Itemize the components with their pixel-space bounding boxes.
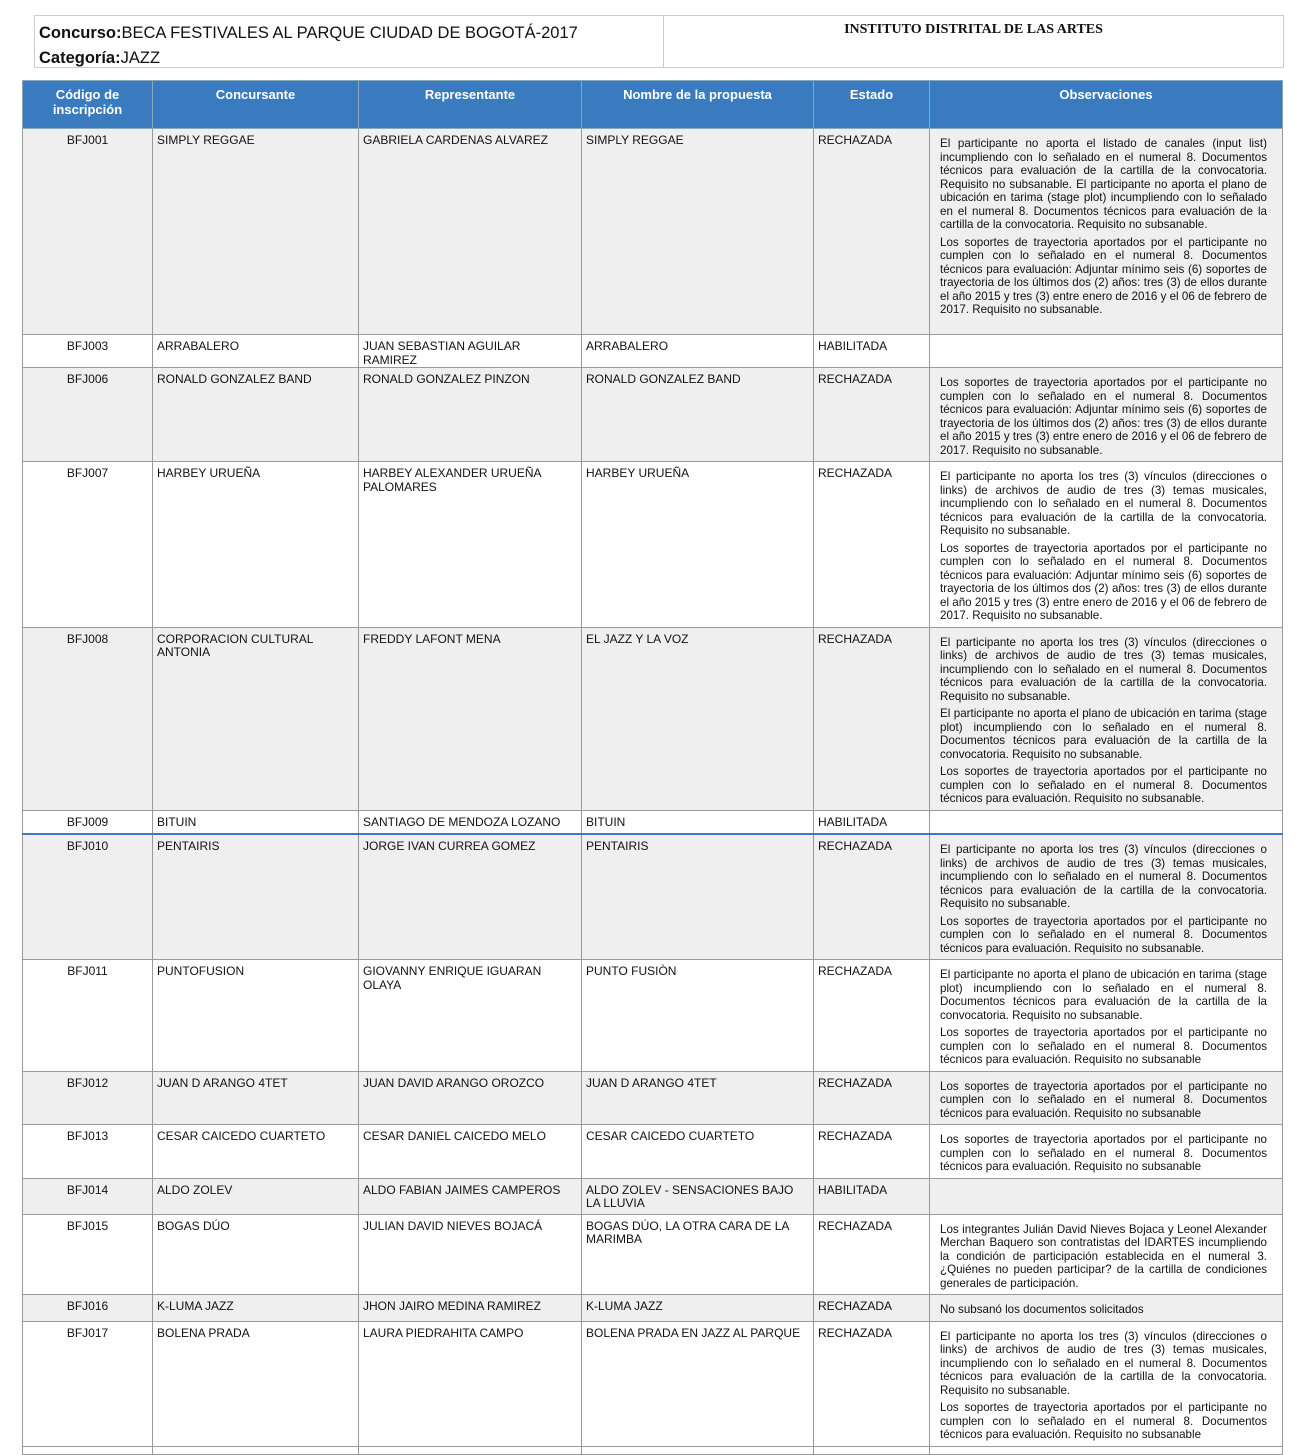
cell-representante: JUAN DAVID ARANGO OROZCO [359,1071,582,1125]
table-row [23,960,1283,1072]
table-row [23,810,1283,834]
cell-representante: JHON JAIRO MEDINA RAMIREZ [359,1295,582,1322]
observation-paragraph: Los soportes de trayectoria aportados por el participante no cumplen con lo señalado en el numeral 8. Documentos técnicos para evaluación. Requisito no subsanable [940,1133,1267,1173]
cell-codigo: BFJ013 [23,1125,153,1179]
table-row [23,834,1283,960]
cell-codigo: BFJ008 [23,627,153,810]
cell-propuesta: SIMPLY REGGAE [582,129,814,335]
concurso-label: Concurso: [39,24,122,42]
cell-concursante: ALDO ZOLEV [153,1178,359,1214]
observation-paragraph: El participante no aporta el plano de ubicación en tarima (stage plot) incumpliendo con lo señalado en el numeral 8. Documentos técnicos para evaluación de la cartilla de la convocatoria. Requisito no subsanable. [940,968,1267,1022]
cell-representante: SANTIAGO DE MENDOZA LOZANO [359,810,582,834]
cell-propuesta: ALDO ZOLEV - SENSACIONES BAJO LA LLUVIA [582,1178,814,1214]
cell-propuesta: RONALD GONZALEZ BAND [582,368,814,462]
cell-propuesta: BITUIN [582,810,814,834]
observation-paragraph: El participante no aporta el listado de canales (input list) incumpliendo con lo señalado en el numeral 8. Documentos técnicos para evaluación de la cartilla de la convocatoria. Requisito no subsanable. El participante no aporta el plano de ubicación en tarima (stage plot) incumpliendo con lo señalado en el numeral 8. Documentos técnicos para evaluación de la cartilla de la convocatoria. Requisito no subsanable. [940,137,1267,231]
cell-concursante: RONALD GONZALEZ BAND [153,368,359,462]
cell-estado: RECHAZADA [814,462,930,628]
cell-estado: HABILITADA [814,1178,930,1214]
table-row [23,129,1283,335]
cell-representante: JORGE IVAN CURREA GOMEZ [359,834,582,960]
cell-codigo: BFJ016 [23,1295,153,1322]
cell-concursante: JUAN D ARANGO 4TET [153,1071,359,1125]
cell-codigo: BFJ003 [23,335,153,368]
cell-observaciones [930,462,1283,628]
cell-propuesta: PENTAIRIS [582,834,814,960]
cell-concursante: HARBEY URUEÑA [153,462,359,628]
cell-concursante: BOGAS DÚO [153,1214,359,1295]
observation-paragraph: Los soportes de trayectoria aportados por el participante no cumplen con lo señalado en el numeral 8. Documentos técnicos para evaluación. Requisito no subsanable [940,1079,1267,1120]
cell-propuesta: CESAR CAICEDO CUARTETO [582,1125,814,1179]
cell-estado: RECHAZADA [814,834,930,960]
observation-paragraph: Los soportes de trayectoria aportados por el participante no cumplen con lo señalado en el numeral 8. Documentos técnicos para evaluación. Requisito no subsanable [940,1401,1267,1441]
cell-codigo: BFJ010 [23,834,153,960]
cell-estado: HABILITADA [814,810,930,834]
table-row [23,627,1283,810]
cell-representante: FREDDY LAFONT MENA [359,627,582,810]
cell-estado: RECHAZADA [814,1125,930,1179]
observation-paragraph: El participante no aporta los tres (3) vínculos (direcciones o links) de archivos de audio de tres (3) temas musicales, incumpliendo con lo señalado en el numeral 8. Documentos técnicos para evaluación de la cartilla de la convocatoria. Requisito no subsanable. [940,1329,1267,1397]
categoria-label: Categoría: [39,49,121,67]
table-row [23,1071,1283,1125]
observation-paragraph: No subsanó los documentos solicitados [940,1303,1144,1316]
cell-codigo: BFJ009 [23,810,153,834]
empty-cell [359,1446,582,1454]
cell-propuesta: BOLENA PRADA EN JAZZ AL PARQUE [582,1321,814,1446]
institution-name: INSTITUTO DISTRITAL DE LAS ARTES [844,22,1103,37]
cell-observaciones [930,1178,1283,1214]
cell-concursante: BOLENA PRADA [153,1321,359,1446]
cell-representante: HARBEY ALEXANDER URUEÑA PALOMARES [359,462,582,628]
cell-estado: RECHAZADA [814,1295,930,1322]
observation-paragraph: Los soportes de trayectoria aportados por el participante no cumplen con lo señalado en el numeral 8. Documentos técnicos para evaluación: Adjuntar mínimo seis (6) soportes de trayectoria de los últimos dos (2) años: tres (3) de ellos durante el año 2015 y tres (3) entre enero de 2016 y el 06 de febrero de 2017. Requisito no subsanable. [940,235,1267,316]
empty-cell [153,1446,359,1454]
table-row [23,1178,1283,1214]
table-header [23,81,1283,129]
empty-cell [814,1446,930,1454]
column-header: Representante [359,81,582,129]
cell-observaciones [930,335,1283,368]
table-row [23,1321,1283,1446]
cell-representante: CESAR DANIEL CAICEDO MELO [359,1125,582,1179]
cell-observaciones [930,1295,1283,1322]
empty-row [23,1446,1283,1454]
cell-estado: RECHAZADA [814,1321,930,1446]
cell-codigo: BFJ014 [23,1178,153,1214]
cell-representante: ALDO FABIAN JAIMES CAMPEROS [359,1178,582,1214]
cell-propuesta: JUAN D ARANGO 4TET [582,1071,814,1125]
column-header: Concursante [153,81,359,129]
empty-cell [930,1446,1283,1454]
observation-paragraph: Los soportes de trayectoria aportados por el participante no cumplen con lo señalado en el numeral 8. Documentos técnicos para evaluación. Requisito no subsanable. [940,765,1267,805]
observation-paragraph: El participante no aporta el plano de ubicación en tarima (stage plot) incumpliendo con lo señalado en el numeral 8. Documentos técnicos para evaluación de la cartilla de la convocatoria. Requisito no subsanable. [940,707,1267,761]
cell-concursante: CESAR CAICEDO CUARTETO [153,1125,359,1179]
cell-representante: RONALD GONZALEZ PINZON [359,368,582,462]
column-header: Observaciones [930,81,1283,129]
column-header: Estado [814,81,930,129]
cell-estado: RECHAZADA [814,1214,930,1295]
cell-representante: JUAN SEBASTIAN AGUILAR RAMIREZ [359,335,582,368]
cell-propuesta: BOGAS DÚO, LA OTRA CARA DE LA MARIMBA [582,1214,814,1295]
cell-representante: JULIAN DAVID NIEVES BOJACÁ [359,1214,582,1295]
cell-concursante: SIMPLY REGGAE [153,129,359,335]
observation-paragraph: El participante no aporta los tres (3) vínculos (direcciones o links) de archivos de audio de tres (3) temas musicales, incumpliendo con lo señalado en el numeral 8. Documentos técnicos para evaluación de la cartilla de la convocatoria. Requisito no subsanable. [940,470,1267,537]
concurso-value: BECA FESTIVALES AL PARQUE CIUDAD DE BOGOTÁ-2017 [121,24,578,42]
cell-observaciones [930,1214,1283,1295]
observation-paragraph: Los soportes de trayectoria aportados por el participante no cumplen con lo señalado en el numeral 8. Documentos técnicos para evaluación. Requisito no subsanable. [940,914,1267,955]
cell-codigo: BFJ011 [23,960,153,1072]
cell-codigo: BFJ001 [23,129,153,335]
observation-paragraph: Los soportes de trayectoria aportados por el participante no cumplen con lo señalado en el numeral 8. Documentos técnicos para evaluación: Adjuntar mínimo seis (6) soportes de trayectoria de los últimos dos (2) años: tres (3) de ellos durante el año 2015 y tres (3) entre enero de 2016 y el 06 de febrero de 2017. Requisito no subsanable. [940,376,1267,457]
cell-estado: RECHAZADA [814,368,930,462]
cell-codigo: BFJ015 [23,1214,153,1295]
table-row [23,462,1283,628]
observation-paragraph: Los integrantes Julián David Nieves Bojaca y Leonel Alexander Merchan Baquero son contratistas del IDARTES incumpliendo la condición de participación establecida en el numeral 3. ¿Quiénes no pueden participar? de la cartilla de condiciones generales de participación. [940,1222,1267,1290]
cell-concursante: ARRABALERO [153,335,359,368]
cell-estado: RECHAZADA [814,627,930,810]
cell-representante: LAURA PIEDRAHITA CAMPO [359,1321,582,1446]
cell-observaciones [930,834,1283,960]
cell-concursante: PENTAIRIS [153,834,359,960]
cell-codigo: BFJ012 [23,1071,153,1125]
cell-propuesta: HARBEY URUEÑA [582,462,814,628]
table-row [23,1295,1283,1322]
cell-codigo: BFJ006 [23,368,153,462]
table-row [23,1125,1283,1179]
table-row [23,368,1283,462]
observation-paragraph: El participante no aporta los tres (3) vínculos (direcciones o links) de archivos de audio de tres (3) temas musicales, incumpliendo con lo señalado en el numeral 8. Documentos técnicos para evaluación de la cartilla de la convocatoria. Requisito no subsanable. [940,843,1267,910]
cell-estado: RECHAZADA [814,960,930,1072]
cell-estado: RECHAZADA [814,129,930,335]
cell-concursante: CORPORACION CULTURAL ANTONIA [153,627,359,810]
cell-concursante: K-LUMA JAZZ [153,1295,359,1322]
cell-estado: HABILITADA [814,335,930,368]
cell-propuesta: EL JAZZ Y LA VOZ [582,627,814,810]
empty-cell [582,1446,814,1454]
cell-observaciones [930,129,1283,335]
cell-propuesta: PUNTO FUSIÒN [582,960,814,1072]
empty-cell [23,1446,153,1454]
cell-concursante: BITUIN [153,810,359,834]
cell-concursante: PUNTOFUSION [153,960,359,1072]
observation-paragraph: Los soportes de trayectoria aportados por el participante no cumplen con lo señalado en el numeral 8. Documentos técnicos para evaluación: Adjuntar mínimo seis (6) soportes de trayectoria de los últimos dos (2) años: tres (3) de ellos durante el año 2015 y tres (3) entre enero de 2016 y el 06 de febrero de 2017. Requisito no subsanable. [940,541,1267,622]
observation-paragraph: Los soportes de trayectoria aportados por el participante no cumplen con lo señalado en el numeral 8. Documentos técnicos para evaluación. Requisito no subsanable [940,1026,1267,1066]
cell-representante: GIOVANNY ENRIQUE IGUARAN OLAYA [359,960,582,1072]
cell-propuesta: ARRABALERO [582,335,814,368]
cell-observaciones [930,810,1283,834]
results-table [22,80,1283,1455]
cell-propuesta: K-LUMA JAZZ [582,1295,814,1322]
document-header [34,15,1284,68]
observation-paragraph: El participante no aporta los tres (3) vínculos (direcciones o links) de archivos de audio de tres (3) temas musicales, incumpliendo con lo señalado en el numeral 8. Documentos técnicos para evaluación de la cartilla de la convocatoria. Requisito no subsanable. [940,635,1267,703]
cell-representante: GABRIELA CARDENAS ALVAREZ [359,129,582,335]
cell-observaciones [930,627,1283,810]
cell-estado: RECHAZADA [814,1071,930,1125]
column-header: Nombre de la propuesta [582,81,814,129]
table-row [23,1214,1283,1295]
cell-observaciones [930,960,1283,1072]
contest-info [35,16,664,67]
cell-codigo: BFJ017 [23,1321,153,1446]
cell-observaciones [930,368,1283,462]
categoria-value: JAZZ [120,49,161,67]
cell-observaciones [930,1321,1283,1446]
cell-codigo: BFJ007 [23,462,153,628]
cell-observaciones [930,1125,1283,1179]
column-header: Código de inscripción [23,81,153,129]
table-row [23,335,1283,368]
cell-observaciones [930,1071,1283,1125]
